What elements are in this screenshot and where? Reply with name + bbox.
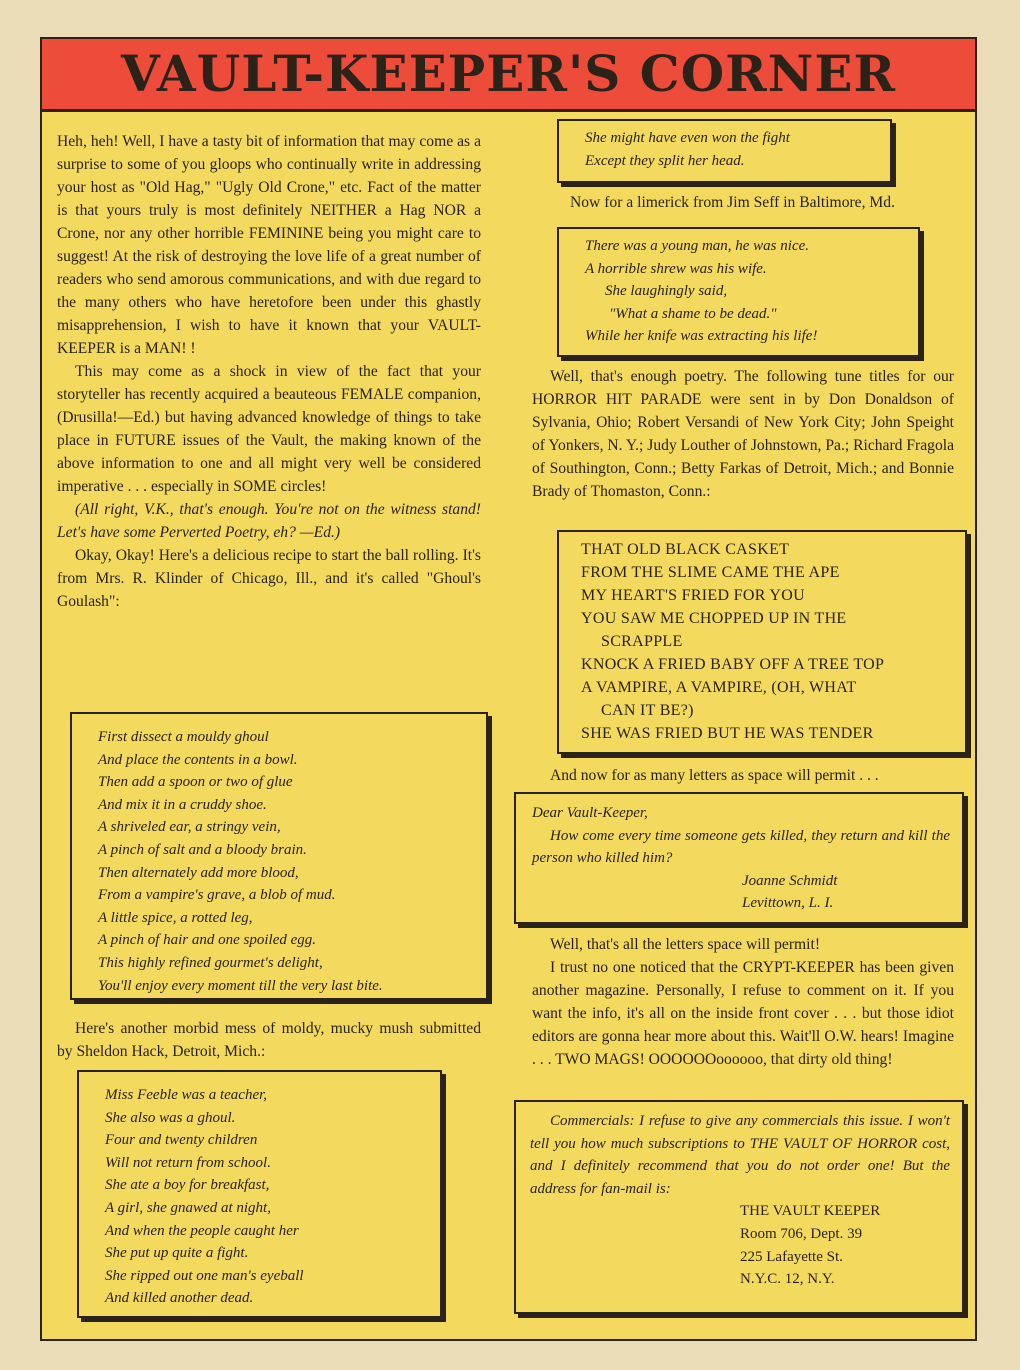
poem-line: A pinch of hair and one spoiled egg. xyxy=(98,932,317,949)
page-frame xyxy=(40,37,977,1341)
limerick-intro-block xyxy=(552,191,972,214)
poem-line: She put up quite a fight. xyxy=(105,1245,249,1262)
song-title: CAN IT BE?) xyxy=(601,702,694,719)
song-title: SCRAPPLE xyxy=(601,633,683,650)
page-title: VAULT-KEEPER'S CORNER xyxy=(120,44,897,103)
song-title: MY HEART'S FRIED FOR YOU xyxy=(581,587,805,604)
address-line: 225 Lafayette St. xyxy=(740,1248,843,1265)
paragraph: Well, that's enough poetry. The following tune titles for our HORROR HIT PARADE were sent in by Don Donaldson of Sylvania, Ohio; Robert Versandi of New York City; John Speight of Yonkers, N. Y.; Judy Louther of Johnstown, Pa.; Richard Fragola of Southington, Conn.; Betty Farkas of Detroit, Mich.; and Bonnie Brady of Thomaston, Conn.: xyxy=(532,368,954,500)
poem-line: A horrible shrew was his wife. xyxy=(585,260,767,277)
poem-line: Miss Feeble was a teacher, xyxy=(105,1087,268,1103)
poem-miss-feeble-end xyxy=(557,119,892,183)
poem-line: She ripped out one man's eyeball xyxy=(105,1267,304,1284)
poem-line: A girl, she gnawed at night, xyxy=(105,1199,271,1216)
left-intro xyxy=(57,130,481,613)
letter-body: How come every time someone gets killed, they return and kill the person who killed him? xyxy=(532,827,950,867)
poem-line: While her knife was extracting his life! xyxy=(585,328,818,345)
poem-line: She might have even won the fight xyxy=(585,130,790,146)
editor-note: (All right, V.K., that's enough. You're not on the witness stand! Let's have some Perverted Poetry, eh? —Ed.) xyxy=(57,501,481,541)
letter-salutation: Dear Vault-Keeper, xyxy=(532,805,648,821)
letter-place: Levittown, L. I. xyxy=(742,895,834,912)
poem-line: "What a shame to be dead." xyxy=(609,305,777,322)
poem-line: And place the contents in a bowl. xyxy=(98,751,298,768)
poem-line: And mix it in a cruddy shoe. xyxy=(98,796,267,813)
paragraph: Heh, heh! Well, I have a tasty bit of information that may come as a surprise to some of you gloops who continually write in addressing your host as "Old Hag," "Ugly Old Crone," etc. Fact of the matter is that yours truly is most definitely NEITHER a Hag NOR a Crone, nor any other horrible FEMININE being you might care to suggest! At the risk of destroying the love life of a great number of readers who send amorous communications, and with due regard to the many others who have heretofore been under this ghastly misapprehension, I wish to have it known that your VAULT-KEEPER is a MAN! ! xyxy=(57,133,481,357)
commercials-text: Commercials: I refuse to give any commercials this issue. I won't tell you how much subscriptions to THE VAULT OF HORROR cost, and I definitely recommend that you do not order one! But the address for fan-mail is: xyxy=(530,1113,950,1197)
song-title: YOU SAW ME CHOPPED UP IN THE xyxy=(581,610,847,627)
address-line: THE VAULT KEEPER xyxy=(740,1203,881,1220)
poem-miss-feeble xyxy=(77,1070,442,1318)
parade-intro-block xyxy=(532,365,954,503)
poem-line: A shriveled ear, a stringy vein, xyxy=(98,819,281,836)
poem-line: Will not return from school. xyxy=(105,1154,271,1171)
poem-ghouls-goulash xyxy=(70,712,488,1000)
poem-line: This highly refined gourmet's delight, xyxy=(98,954,323,971)
song-title: THAT OLD BLACK CASKET xyxy=(581,541,790,558)
paragraph: I trust no one noticed that the CRYPT-KEEPER has been given another magazine. Personally, I refuse to comment on it. If you want the info, it's all on the inside front cover . . . but those idiot editors are gonna hear more about this. Wait'll O.W. hears! Imagine . . . TWO MAGS! OOOOOOoooooo, that dirty old thing! xyxy=(532,959,954,1068)
title-banner xyxy=(42,39,975,112)
poem-line: And when the people caught her xyxy=(105,1222,299,1239)
poem-line: She also was a ghoul. xyxy=(105,1109,236,1126)
poem-line: Except they split her head. xyxy=(585,152,745,169)
song-title: A VAMPIRE, A VAMPIRE, (OH, WHAT xyxy=(581,679,857,696)
poem-line: You'll enjoy every moment till the very last bite. xyxy=(98,977,383,994)
song-title: SHE WAS FRIED BUT HE WAS TENDER xyxy=(581,725,874,742)
mid-paragraph-block xyxy=(57,1017,481,1063)
address-line: N.Y.C. 12, N.Y. xyxy=(740,1271,835,1288)
limerick-box xyxy=(557,227,920,357)
letter-signature: Joanne Schmidt xyxy=(742,872,838,889)
closing-block xyxy=(532,933,954,1071)
paragraph: Well, that's all the letters space will permit! xyxy=(550,936,821,953)
address-line: Room 706, Dept. 39 xyxy=(740,1225,863,1242)
poem-line: Four and twenty children xyxy=(105,1132,258,1149)
commercials-box xyxy=(514,1100,964,1314)
song-title: FROM THE SLIME CAME THE APE xyxy=(581,564,840,581)
paragraph: And now for as many letters as space will permit . . . xyxy=(550,767,879,784)
poem-line: First dissect a mouldy ghoul xyxy=(98,729,269,745)
poem-line: Then alternately add more blood, xyxy=(98,864,299,881)
paragraph: Here's another morbid mess of moldy, mucky mush submitted by Sheldon Hack, Detroit, Mich.: xyxy=(57,1020,481,1060)
paragraph: This may come as a shock in view of the fact that your storyteller has recently acquired a beauteous FEMALE companion, (Drusilla!—Ed.) but having advanced knowledge of things to take place in FUTURE issues of the Vault, the making known of the above information to one and all might very well be considered imperative . . . especially in SOME circles! xyxy=(57,363,481,495)
paragraph: Now for a limerick from Jim Seff in Baltimore, Md. xyxy=(570,194,895,211)
poem-line: From a vampire's grave, a blob of mud. xyxy=(98,887,336,904)
poem-line: She ate a boy for breakfast, xyxy=(105,1177,270,1194)
poem-line: There was a young man, he was nice. xyxy=(585,238,810,254)
poem-line: She laughingly said, xyxy=(605,283,728,300)
poem-line: A little spice, a rotted leg, xyxy=(98,909,253,926)
poem-line: Then add a spoon or two of glue xyxy=(98,774,293,791)
song-title: KNOCK A FRIED BABY OFF A TREE TOP xyxy=(581,656,885,673)
paragraph: Okay, Okay! Here's a delicious recipe to start the ball rolling. It's from Mrs. R. Klinder of Chicago, Ill., and it's called "Ghoul's Goulash": xyxy=(57,547,481,610)
letters-intro-block xyxy=(532,764,954,787)
letter-box xyxy=(514,792,964,924)
poem-line: And killed another dead. xyxy=(105,1290,254,1307)
hit-parade-box xyxy=(557,530,967,754)
poem-line: A pinch of salt and a bloody brain. xyxy=(98,841,307,858)
